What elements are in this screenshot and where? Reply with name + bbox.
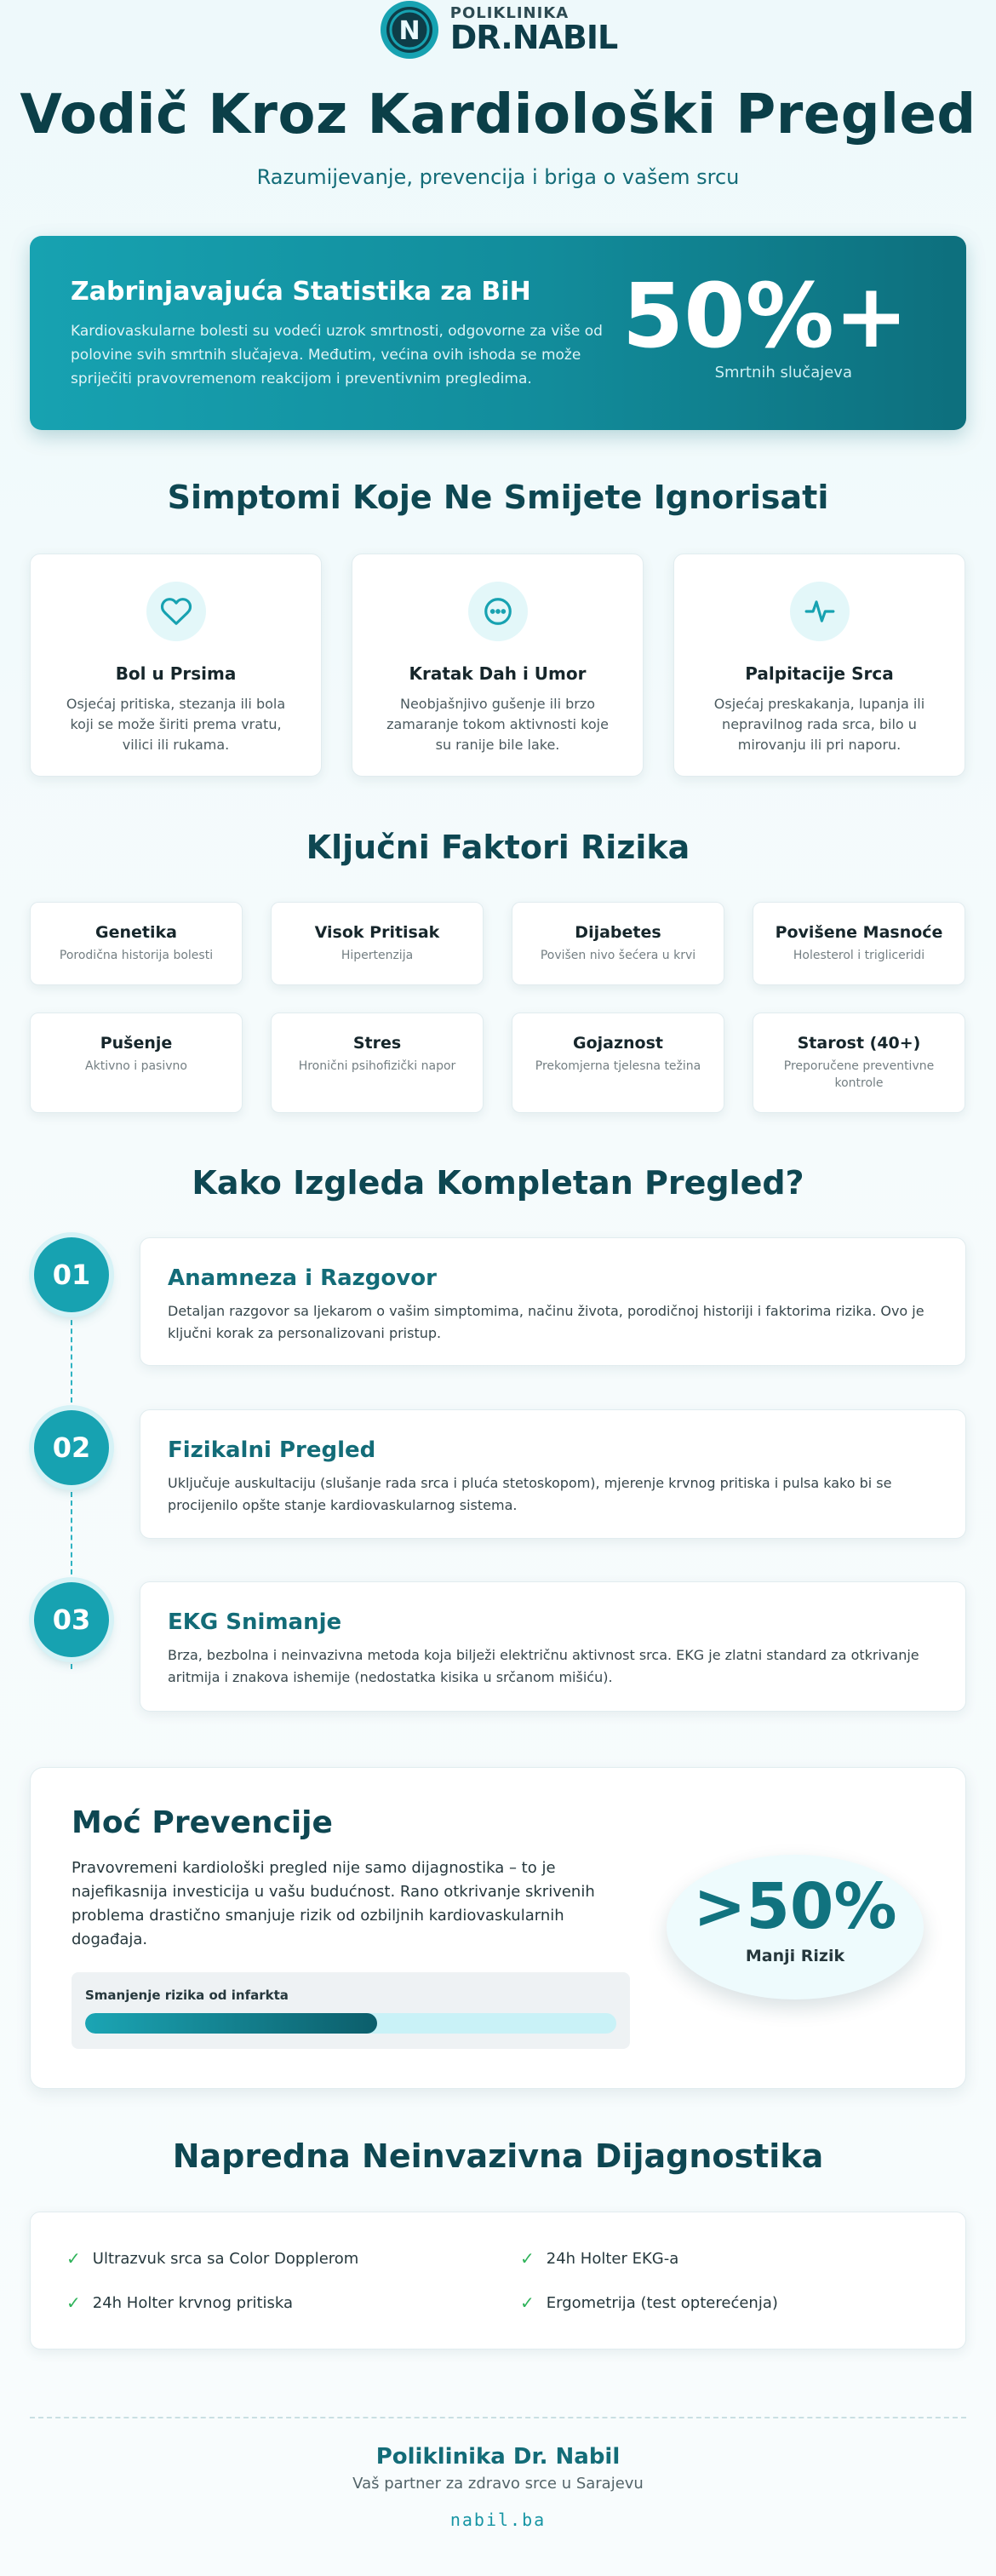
diagnostic-label: Ultrazvuk srca sa Color Dopplerom: [92, 2249, 359, 2268]
risk-card-high-pressure: [271, 902, 484, 985]
symptom-text: Neobjašnjivo gušenje ili brzo zamaranje tokom aktivnosti koje su ranije bile lake.: [386, 696, 609, 753]
logo-mark-icon: [379, 0, 440, 60]
progress-bar-fill: [85, 2013, 377, 2034]
risk-title: Stres: [352, 1034, 402, 1053]
brand-line1: POLIKLINIKA: [449, 4, 570, 22]
brand-name: [450, 6, 617, 54]
step-title: Fizikalni Pregled: [168, 1437, 376, 1463]
risk-subtitle: Hronični psihofizički napor: [298, 1059, 456, 1073]
exam-steps-title: Kako Izgleda Kompletan Pregled?: [192, 1164, 804, 1202]
symptom-card-palpitations: [673, 554, 965, 777]
brand-logo[interactable]: [0, 0, 996, 60]
heart-icon: [146, 582, 206, 641]
risk-card-lipids: [753, 902, 965, 985]
footer-clinic-name: Poliklinika Dr. Nabil: [375, 2444, 621, 2470]
statistics-banner: [30, 236, 966, 430]
progress-bar: [85, 2013, 616, 2034]
symptom-card-shortness-of-breath: [352, 554, 644, 777]
diagnostic-item: [66, 2292, 293, 2313]
risk-subtitle: Povišen nivo šećera u krvi: [540, 949, 696, 962]
page-title: Vodič Kroz Kardiološki Pregled: [20, 83, 976, 146]
risk-reduction-meter: [72, 1972, 630, 2049]
risk-title: Dijabetes: [575, 923, 661, 942]
symptom-card-chest-pain: [30, 554, 322, 777]
risk-card-age: [753, 1013, 965, 1113]
step-title: EKG Snimanje: [168, 1609, 342, 1635]
footer-website-link[interactable]: nabil.ba: [449, 2510, 547, 2530]
symptom-title: Bol u Prsima: [115, 663, 237, 684]
meter-label: Smanjenje rizika od infarkta: [85, 1988, 289, 2003]
symptom-text: Osjećaj pritiska, stezanja ili bola koji se može širiti prema vratu, vilici ili rukama.: [66, 696, 286, 753]
prevention-text: Pravovremeni kardiološki pregled nije samo dijagnostika – to je najefikasnija investicija u vašu budućnost. Rano otkrivanje skrivenih problema drastično smanjuje rizik od ozbiljnih kardiovaskularnih događaja.: [72, 1859, 595, 1948]
risk-title: Pušenje: [100, 1034, 173, 1053]
diagnostic-item: [520, 2248, 678, 2269]
pulse-icon: [790, 582, 850, 641]
risk-card-obesity: [512, 1013, 724, 1113]
step-text: Uključuje auskultaciju (slušanje rada srca i pluća stetoskopom), mjerenje krvnog pritiska i pulsa kako bi se procijenilo opšte stanje kardiovaskularnog sistema.: [168, 1475, 892, 1513]
diagnostic-label: 24h Holter EKG-a: [546, 2249, 679, 2268]
step-text: Detaljan razgovor sa ljekarom o vašim simptomima, načinu života, porodičnoj historiji i faktorima rizika. Ovo je ključni korak za personalizovani pristup.: [168, 1303, 924, 1341]
step-text: Brza, bezbolna i neinvazivna metoda koja bilježi električnu aktivnost srca. EKG je zlatni standard za otkrivanje aritmija i znakova ishemije (nedostatka kisika u srčanom mišiću).: [168, 1647, 919, 1685]
step-card-anamnesis: [140, 1237, 966, 1366]
prevention-title: Moć Prevencije: [72, 1805, 333, 1840]
chat-bubble-icon: [468, 582, 528, 641]
risk-title: Povišene Masnoće: [775, 923, 943, 942]
step-card-ecg: [140, 1581, 966, 1712]
symptom-title: Palpitacije Srca: [745, 663, 894, 684]
diagnostics-card: [30, 2212, 966, 2349]
step-number: 02: [34, 1410, 109, 1485]
check-icon: ✓: [520, 2292, 535, 2313]
page-subtitle: Razumijevanje, prevencija i briga o vašem srcu: [256, 165, 740, 189]
risk-title: Starost (40+): [797, 1034, 921, 1053]
prevention-card: [30, 1767, 966, 2089]
risk-title: Visok Pritisak: [314, 923, 440, 942]
footer-tagline: Vaš partner za zdravo srce u Sarajevu: [352, 2475, 644, 2493]
statistics-value: 50%+: [621, 264, 908, 368]
diagnostic-label: Ergometrija (test opterećenja): [546, 2293, 778, 2312]
risk-subtitle: Porodična historija bolesti: [59, 949, 214, 962]
step-number: 03: [34, 1582, 109, 1657]
risk-reduction-caption: Manji Rizik: [745, 1947, 845, 1965]
check-icon: ✓: [520, 2248, 535, 2269]
svg-text:N: N: [398, 16, 421, 46]
step-title: Anamneza i Razgovor: [168, 1265, 437, 1291]
check-icon: ✓: [66, 2248, 81, 2269]
statistics-text: Kardiovaskularne bolesti su vodeći uzrok smrtnosti, odgovorne za više od polovine svih smrtnih slučajeva. Međutim, većina ovih ishoda se može spriječiti pravovremenom reakcijom i preventivnim pregledima.: [71, 323, 603, 387]
risk-reduction-badge: [667, 1855, 924, 1999]
risk-card-smoking: [30, 1013, 243, 1113]
risk-subtitle: Preporučene preventivne kontrole: [783, 1059, 935, 1090]
diagnostic-item: [520, 2292, 778, 2313]
check-icon: ✓: [66, 2292, 81, 2313]
statistics-title: Zabrinjavajuća Statistika za BiH: [71, 277, 531, 307]
risk-title: Gojaznost: [572, 1034, 663, 1053]
risk-title: Genetika: [95, 923, 177, 942]
brand-line2: DR.NABIL: [449, 19, 618, 56]
risk-card-stress: [271, 1013, 484, 1113]
risk-subtitle: Hipertenzija: [341, 949, 414, 962]
risk-subtitle: Prekomjerna tjelesna težina: [535, 1059, 701, 1073]
step-number: 01: [34, 1237, 109, 1312]
risk-reduction-value: >50%: [693, 1870, 897, 1943]
risk-card-genetics: [30, 902, 243, 985]
risk-subtitle: Aktivno i pasivno: [85, 1059, 187, 1073]
diagnostic-item: [66, 2248, 358, 2269]
risk-card-diabetes: [512, 902, 724, 985]
statistics-caption: Smrtnih slučajeva: [714, 364, 852, 382]
step-card-physical-exam: [140, 1409, 966, 1539]
diagnostic-label: 24h Holter krvnog pritiska: [92, 2293, 294, 2312]
risk-subtitle: Holesterol i trigliceridi: [793, 949, 925, 962]
diagnostics-title: Napredna Neinvazivna Dijagnostika: [172, 2137, 824, 2175]
symptoms-title: Simptomi Koje Ne Smijete Ignorisati: [167, 479, 829, 516]
risk-factors-title: Ključni Faktori Rizika: [306, 829, 690, 866]
footer-divider: [30, 2417, 966, 2418]
symptom-title: Kratak Dah i Umor: [409, 663, 587, 684]
symptom-text: Osjećaj preskakanja, lupanja ili nepravilnog rada srca, bilo u mirovanju ili pri naporu.: [713, 696, 925, 753]
